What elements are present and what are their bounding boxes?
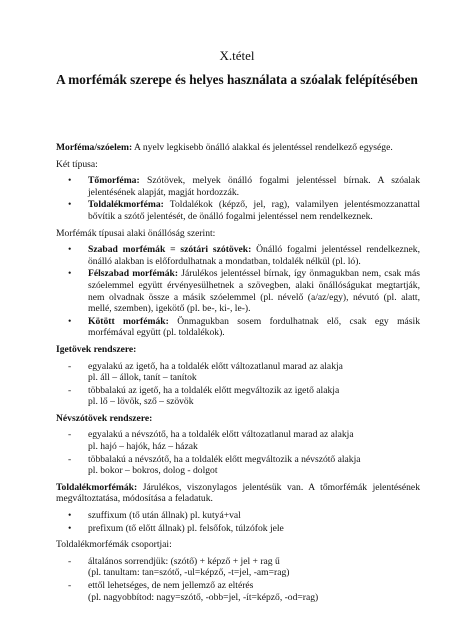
list-item bbox=[56, 580, 420, 603]
affix-term: Toldalékmorfémák: bbox=[56, 481, 138, 493]
definition-text: A nyelv legkisebb önálló alakkal és jelentéssel rendelkező egysége. bbox=[132, 142, 393, 153]
document-subtitle: A morfémák szerepe és helyes használata a szóalak felépítésében bbox=[56, 72, 418, 87]
document-body bbox=[56, 142, 420, 608]
types-list bbox=[56, 175, 420, 222]
bullet-icon: • bbox=[68, 175, 72, 187]
item-term: Kötött morfémák: bbox=[88, 315, 169, 327]
list-item bbox=[56, 361, 420, 384]
bullet-icon: • bbox=[68, 315, 72, 327]
item-line: többalakú az igető, ha a toldalék előtt megváltozik az igető alakja bbox=[88, 384, 340, 396]
dash-icon: - bbox=[68, 555, 72, 567]
item-line: ettől lehetséges, de nem jellemző az eltérés bbox=[88, 580, 254, 591]
item-term: Szabad morfémák = szótári szótövek: bbox=[88, 244, 252, 256]
bullet-icon: • bbox=[68, 199, 72, 211]
item-term: Tőmorféma: bbox=[88, 175, 140, 187]
independence-list bbox=[56, 244, 420, 339]
list-item bbox=[56, 175, 420, 198]
affix-list bbox=[56, 510, 420, 534]
document-title: X.tétel bbox=[219, 48, 255, 63]
item-term: Toldalékmorféma: bbox=[88, 199, 164, 211]
independence-heading: Morfémák típusai alaki önállóság szerint: bbox=[56, 227, 216, 239]
list-item bbox=[56, 268, 420, 314]
dash-icon: - bbox=[68, 384, 72, 396]
item-text: Önálló fogalmi jelentéssel rendelkeznek, önálló alakban is előfordulhatnak a mondatban, toldalék nélkül (pl. ló). bbox=[88, 244, 420, 267]
item-text: Toldalékok (képző, jel, rag), valamilyen jelentésmozzanattal bővítik a szótő jelentését, de önálló fogalmi jelentéssel nem rendelkeznek. bbox=[88, 199, 420, 222]
groups-list bbox=[56, 556, 420, 603]
verb-stems-list bbox=[56, 361, 420, 408]
bullet-icon: • bbox=[68, 244, 72, 256]
verb-stems-heading: Igetövek rendszere: bbox=[56, 343, 137, 355]
item-term: Félszabad morfémák: bbox=[88, 268, 179, 280]
definition-term: Morféma/szóelem: bbox=[56, 142, 133, 153]
item-example: (pl. tanultam: tan=szótő, -ul=képző, -t=jel, -am=rag) bbox=[88, 567, 290, 579]
item-text: prefixum (tő előtt állnak) pl. felsőfok, túlzófok jele bbox=[88, 522, 284, 534]
dash-icon: - bbox=[68, 429, 72, 441]
item-example: (pl. nagyobbítod: nagy=szótő, -obb=jel, -ít=képző, -od=rag) bbox=[88, 591, 319, 603]
types-heading: Két típusa: bbox=[56, 158, 98, 170]
noun-stems-list bbox=[56, 429, 420, 476]
list-item bbox=[56, 244, 420, 267]
list-item bbox=[56, 556, 420, 579]
dash-icon: - bbox=[68, 580, 72, 591]
item-line: egyalakú a névszótő, ha a toldalék előtt változatlanul marad az alakja bbox=[88, 429, 354, 441]
item-example: pl. lő – lövök, sző – szövök bbox=[88, 396, 194, 408]
list-item bbox=[56, 199, 420, 222]
list-item bbox=[56, 454, 420, 477]
item-text: Járulékos jelentéssel bírnak, így önmagukban nem, csak más szóelemmel együtt érvényesülhetnek a szövegben, alaki önállóságukat megtartják, nem olvadnak össze a másik szóelemmel (pl. névelő (a/az/egy), névutó (pl. alatt, mellé, szemben), igekötő (pl. be-, ki-, le-). bbox=[88, 268, 420, 315]
affix-text: Járulékos, viszonylagos jelentésük van. A tőmorfémák jelentésének megváltoztatása, módosítása a feladatuk. bbox=[56, 481, 420, 505]
groups-heading: Toldalékmorfémák csoportjai: bbox=[56, 539, 172, 551]
bullet-icon: • bbox=[68, 522, 72, 534]
item-text: szuffixum (tő után állnak) pl. kutyá+val bbox=[88, 510, 241, 522]
list-item bbox=[56, 510, 420, 522]
item-text: Szótövek, melyek önálló fogalmi jelentéssel bírnak. A szóalak jelentésének alapját, magját hordozzák. bbox=[88, 175, 420, 198]
item-text: Önmagukban sosem fordulhatnak elő, csak egy másik morfémával együtt (pl. toldalékok). bbox=[88, 315, 420, 339]
list-item bbox=[56, 316, 420, 339]
item-example: pl. áll – állok, tanít – tanítok bbox=[88, 372, 197, 384]
list-item bbox=[56, 523, 420, 535]
item-example: pl. bokor – bokros, dolog - dolgot bbox=[88, 465, 218, 477]
item-line: általános sorrendjük: (szótő) + képző + jel + rag ű bbox=[88, 555, 280, 567]
affix-paragraph bbox=[56, 482, 420, 505]
noun-stems-heading: Névszótövek rendszere: bbox=[56, 412, 153, 424]
item-line: többalakú a névszótő, ha a toldalék előtt megváltozik a névszótő alakja bbox=[88, 453, 361, 465]
definition-paragraph bbox=[56, 142, 420, 154]
list-item bbox=[56, 385, 420, 408]
bullet-icon: • bbox=[68, 510, 72, 522]
item-example: pl. hajó – hajók, ház – házak bbox=[88, 441, 198, 453]
dash-icon: - bbox=[68, 360, 72, 372]
list-item bbox=[56, 429, 420, 452]
dash-icon: - bbox=[68, 453, 72, 465]
item-line: egyalakú az igető, ha a toldalék előtt változatlanul marad az alakja bbox=[88, 360, 343, 372]
bullet-icon: • bbox=[68, 268, 72, 280]
